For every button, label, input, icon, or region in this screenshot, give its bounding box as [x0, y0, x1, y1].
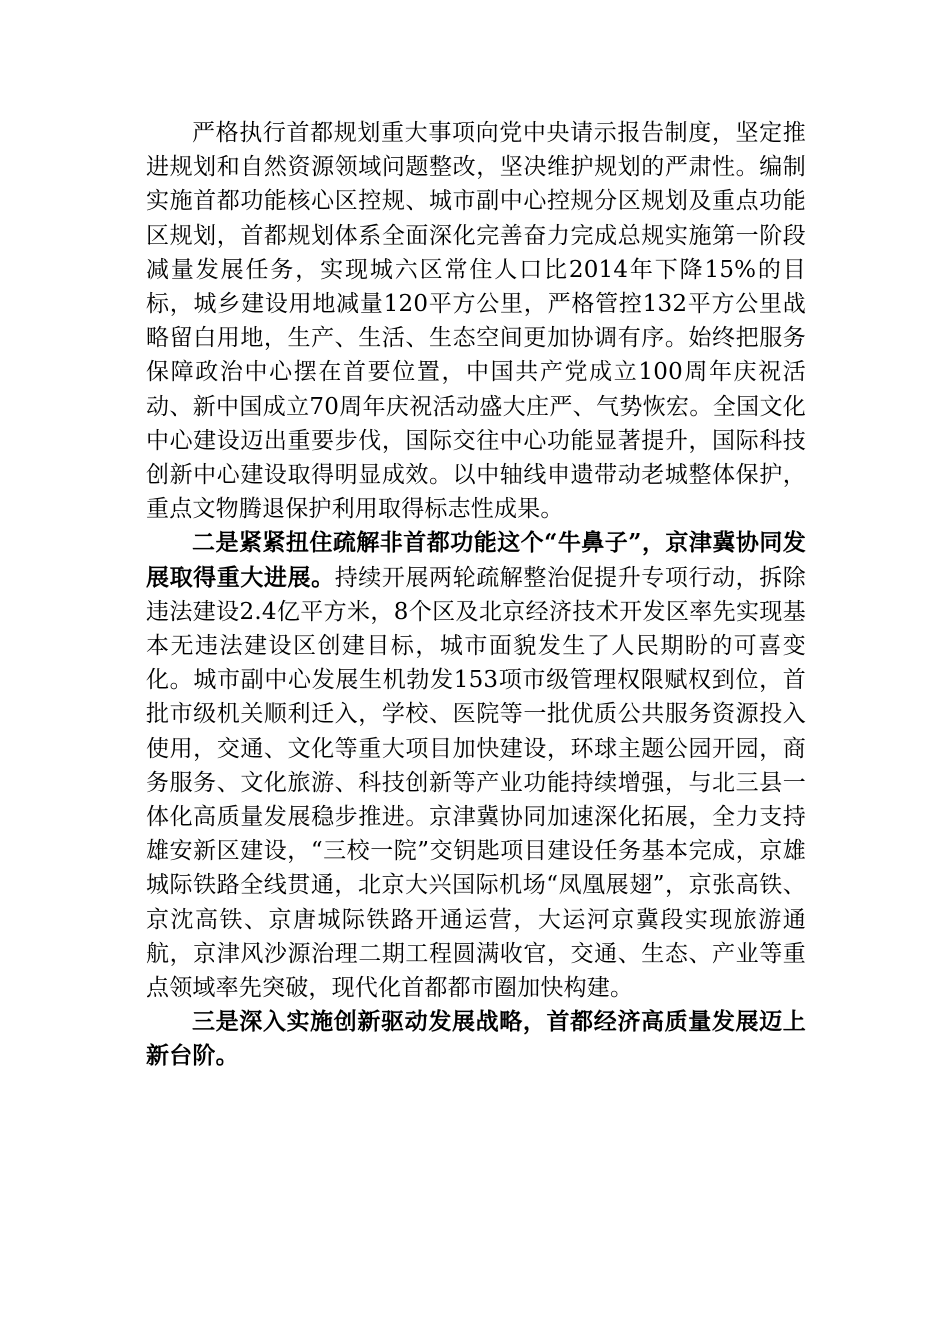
paragraph-3-lead: 三是深入实施创新驱动发展战略，首都经济高质量发展迈上新台阶。	[146, 1008, 806, 1070]
document-page	[146, 116, 806, 1074]
paragraph-2-lead: 二是紧紧扭住疏解非首都功能这个“牛鼻子”，京津冀协同发展取得重大进展。	[146, 529, 806, 591]
paragraph-innovation	[146, 1005, 806, 1073]
paragraph-coordinated-development	[146, 526, 806, 1005]
paragraph-2-text: 持续开展两轮疏解整治促提升专项行动，拆除违法建设2.4亿平方米，8个区及北京经济技术开发区率先实现基本无违法建设区创建目标，城市面貌发生了人民期盼的可喜变化。城市副中心发展生机勃发153项市级管理权限赋权到位，首批市级机关顺利迁入，学校、医院等一批优质公共服务资源投入使用，交通、文化等重大项目加快建设，环球主题公园开园，商务服务、文化旅游、科技创新等产业功能持续增强，与北三县一体化高质量发展稳步推进。京津冀协同加速深化拓展，全力支持雄安新区建设，“三校一院”交钥匙项目建设任务基本完成，京雄城际铁路全线贯通，北京大兴国际机场“凤凰展翅”，京张高铁、京沈高铁、京唐城际铁路开通运营，大运河京冀段实现旅游通航，京津风沙源治理二期工程圆满收官，交通、生态、产业等重点领域率先突破，现代化首都都市圈加快构建。	[146, 564, 806, 1002]
paragraph-planning	[146, 116, 806, 526]
paragraph-1-text: 严格执行首都规划重大事项向党中央请示报告制度，坚定推进规划和自然资源领域问题整改，坚决维护规划的严肃性。编制实施首都功能核心区控规、城市副中心控规分区规划及重点功能区规划，首都规划体系全面深化完善奋力完成总规实施第一阶段减量发展任务，实现城六区常住人口比2014年下降15%的目标，城乡建设用地减量120平方公里，严格管控132平方公里战略留白用地，生产、生活、生态空间更加协调有序。始终把服务保障政治中心摆在首要位置，中国共产党成立100周年庆祝活动、新中国成立70周年庆祝活动盛大庄严、气势恢宏。全国文化中心建设迈出重要步伐，国际交往中心功能显著提升，国际科技创新中心建设取得明显成效。以中轴线申遗带动老城整体保护，重点文物腾退保护利用取得标志性成果。	[146, 120, 806, 523]
